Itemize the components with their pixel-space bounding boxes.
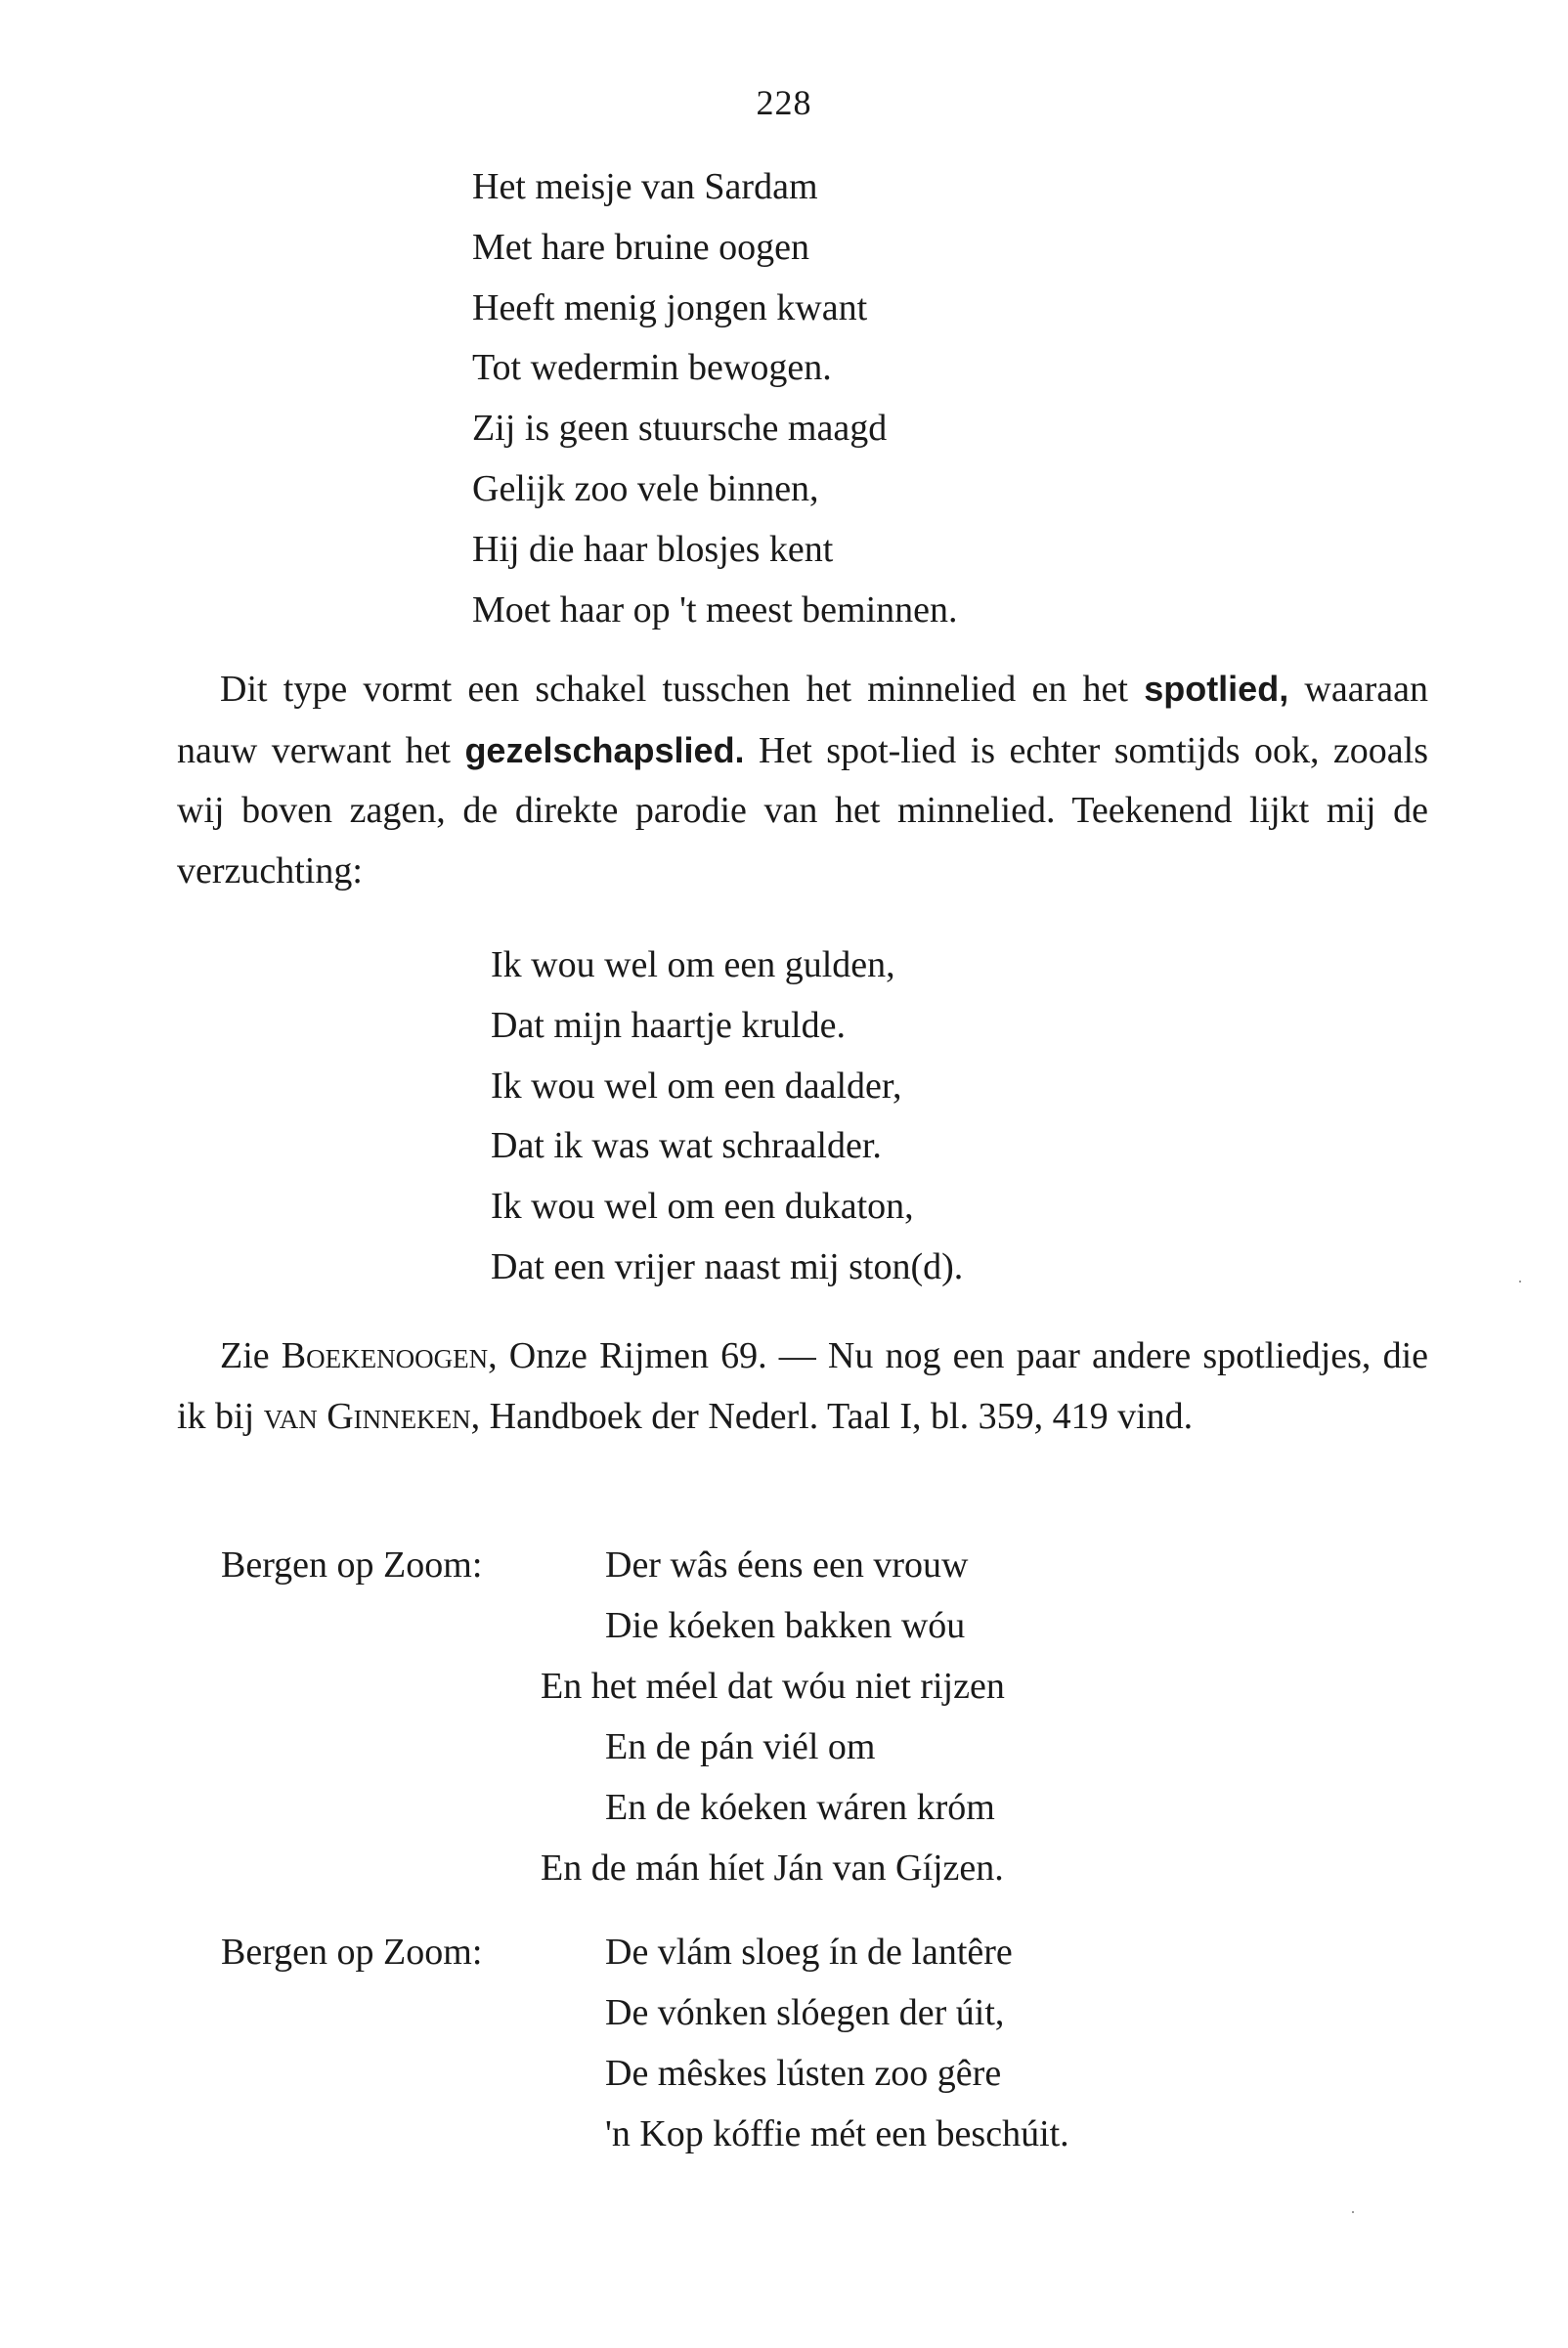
paragraph-text: , Handboek der Nederl. Taal I, bl. xyxy=(470,1395,979,1437)
paragraph-spotlied xyxy=(177,659,1428,901)
paragraph-text: Dit type vormt een schakel tusschen het minnelied en het xyxy=(220,669,1145,710)
verse-line: Met hare bruine oogen xyxy=(472,226,810,268)
paper-speck xyxy=(1519,1281,1521,1283)
song-line: De vlám sloeg ín de lantêre xyxy=(605,1932,1013,1973)
paper-speck xyxy=(1352,2211,1354,2213)
song-line: Der wâs éens een vrouw xyxy=(605,1544,969,1586)
song-line: De mêskes lústen zoo gêre xyxy=(605,2053,1002,2094)
page-number: 228 xyxy=(756,83,812,122)
verse-line: Dat een vrijer naast mij ston(d). xyxy=(491,1245,964,1287)
author-boekenoogen: Boekenoogen xyxy=(281,1335,489,1376)
verse-line: Ik wou wel om een dukaton, xyxy=(491,1186,914,1228)
song-line: 'n Kop kóffie mét een beschúit. xyxy=(605,2113,1069,2154)
song-bergen-op-zoom-1 xyxy=(221,1535,1296,1906)
verse-line: Zij is geen stuursche maagd xyxy=(472,408,888,450)
paragraph-text: , Onze Rijmen 69. — Nu nog een paar andere spotliedjes, die ik bij xyxy=(177,1335,1428,1437)
verse-line: Gelijk zoo vele binnen, xyxy=(472,467,819,509)
page-references: 359, 419 xyxy=(978,1395,1109,1437)
song-line: Die kóeken bakken wóu xyxy=(605,1605,966,1646)
verse-line: Het meisje van Sardam xyxy=(472,166,818,207)
paragraph-text: waaraan nauw verwant het xyxy=(177,669,1428,771)
verse-line: Dat mijn haartje krulde. xyxy=(491,1004,846,1046)
verse-line: Ik wou wel om een daalder, xyxy=(491,1065,902,1107)
song-line: En de pán viél om xyxy=(605,1726,876,1767)
verse-line: Ik wou wel om een gulden, xyxy=(491,944,895,985)
song-bergen-op-zoom-2 xyxy=(221,1922,1296,2176)
song-line: En het méel dat wóu niet rijzen xyxy=(541,1666,1005,1707)
paragraph-references xyxy=(177,1326,1428,1447)
song-line: En de mán híet Ján van Gíjzen. xyxy=(541,1848,1004,1889)
verse-line: Heeft menig jongen kwant xyxy=(472,286,868,328)
bold-term-gezelschapslied: gezelschapslied. xyxy=(464,729,745,770)
song-place-label: Bergen op Zoom: xyxy=(221,1544,483,1586)
song-place-label: Bergen op Zoom: xyxy=(221,1932,483,1973)
song-line: En de kóeken wáren króm xyxy=(605,1787,995,1828)
verse-sardam xyxy=(472,157,958,640)
verse-gulden xyxy=(491,935,963,1298)
verse-line: Hij die haar blosjes kent xyxy=(472,528,834,570)
verse-line: Moet haar op 't meest beminnen. xyxy=(472,588,958,630)
paragraph-text: Zie xyxy=(220,1335,282,1376)
paragraph-text: vind. xyxy=(1108,1395,1194,1437)
song-line: De vónken slóegen der úit, xyxy=(605,1992,1005,2033)
verse-line: Dat ik was wat schraalder. xyxy=(491,1125,882,1167)
verse-line: Tot wedermin bewogen. xyxy=(472,347,832,389)
bold-term-spotlied: spotlied, xyxy=(1144,669,1289,709)
paragraph-text: Het spot-lied is echter somtijds ook, zooals wij boven zagen, de direkte parodie van het minnelied. Teekenend lijkt mij de verzuchting: xyxy=(177,729,1429,891)
author-van-ginneken: van Ginneken xyxy=(263,1395,471,1437)
